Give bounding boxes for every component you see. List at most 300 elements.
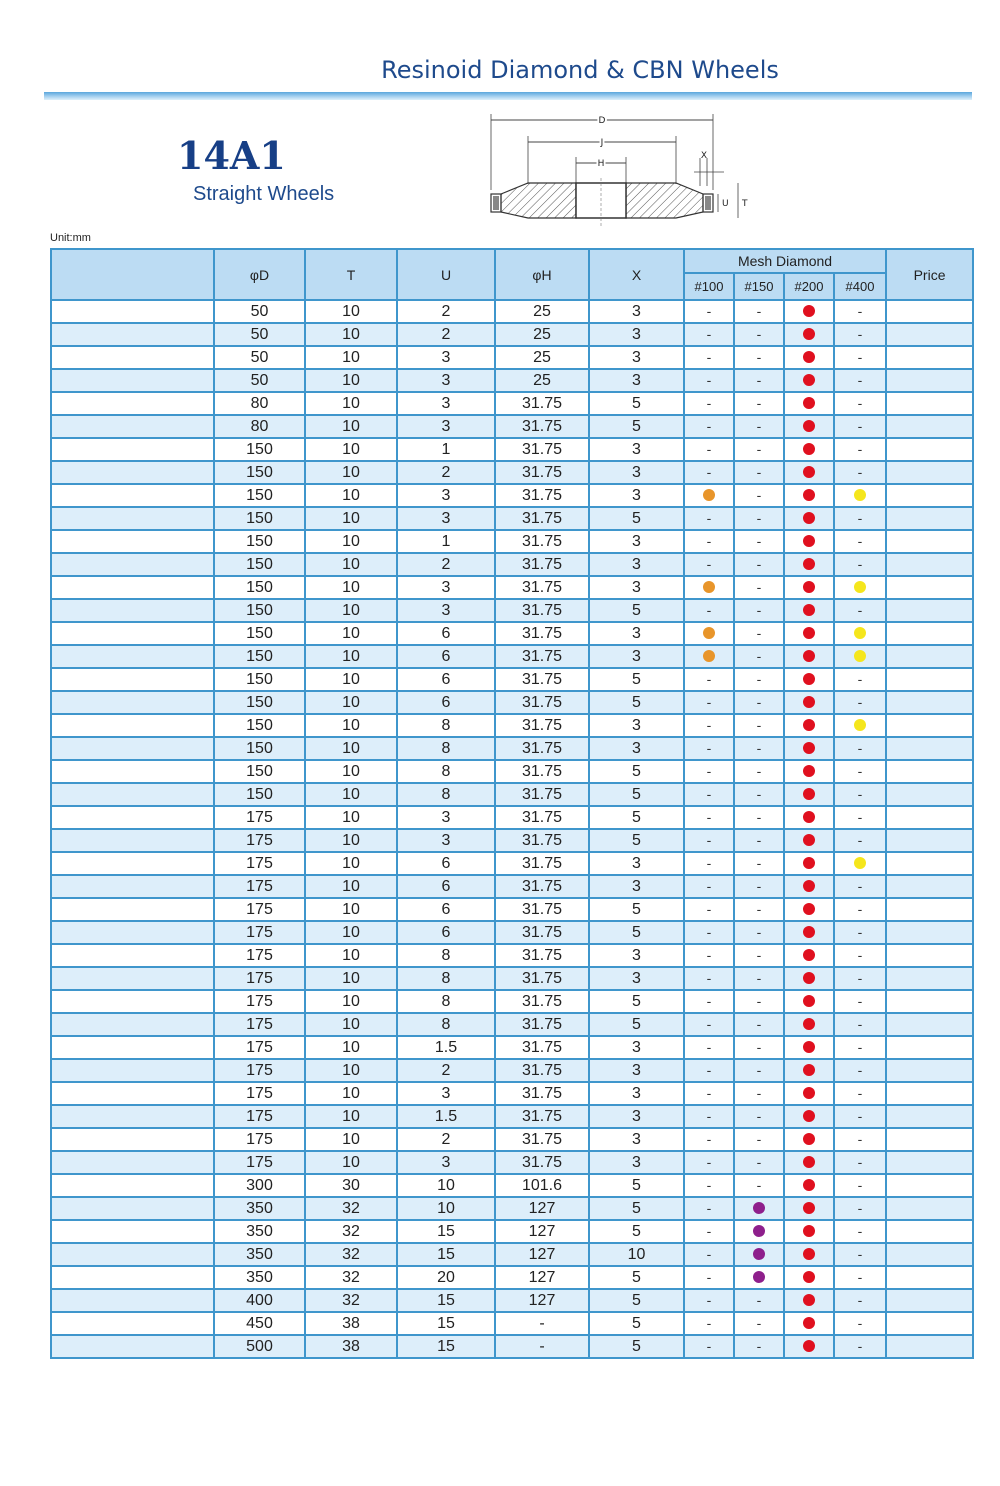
- table-row: [51, 944, 973, 967]
- header-d: φD: [214, 249, 305, 300]
- cell-d: 175: [214, 852, 305, 875]
- mesh-cell-available: [784, 1174, 834, 1197]
- cell-u: 3: [397, 806, 495, 829]
- mesh-cell-available: [784, 898, 834, 921]
- mesh-cell-empty: [734, 507, 784, 530]
- mesh-cell-available: [784, 1082, 834, 1105]
- dash-mark: -: [756, 303, 762, 319]
- cell-u: 2: [397, 1128, 495, 1151]
- availability-dot-icon: [803, 650, 815, 662]
- mesh-cell-empty: [684, 553, 734, 576]
- row-blank-cell: [51, 1082, 214, 1105]
- cell-u: 3: [397, 1082, 495, 1105]
- dash-mark: -: [706, 1177, 712, 1193]
- cell-price: [886, 829, 973, 852]
- table-row: [51, 599, 973, 622]
- header-h: φH: [495, 249, 589, 300]
- dash-mark: -: [857, 694, 863, 710]
- dash-mark: -: [756, 809, 762, 825]
- mesh-cell-empty: [684, 1266, 734, 1289]
- cell-x: 3: [589, 369, 684, 392]
- availability-dot-icon: [803, 1041, 815, 1053]
- cell-u: 8: [397, 990, 495, 1013]
- cell-t: 10: [305, 1082, 397, 1105]
- availability-dot-icon: [803, 1248, 815, 1260]
- dash-mark: -: [756, 970, 762, 986]
- mesh-cell-empty: [684, 1059, 734, 1082]
- mesh-cell-empty: [734, 806, 784, 829]
- mesh-cell-available: [784, 1059, 834, 1082]
- availability-dot-icon: [803, 926, 815, 938]
- cell-u: 6: [397, 645, 495, 668]
- mesh-cell-empty: [684, 1151, 734, 1174]
- mesh-cell-empty: [684, 714, 734, 737]
- cell-u: 3: [397, 507, 495, 530]
- cell-u: 6: [397, 921, 495, 944]
- cell-u: 2: [397, 553, 495, 576]
- cell-h: 31.75: [495, 530, 589, 553]
- cell-u: 8: [397, 1013, 495, 1036]
- cell-h: 31.75: [495, 760, 589, 783]
- table-row: [51, 553, 973, 576]
- cell-price: [886, 346, 973, 369]
- cell-u: 3: [397, 484, 495, 507]
- mesh-cell-empty: [734, 392, 784, 415]
- cell-d: 500: [214, 1335, 305, 1358]
- mesh-cell-empty: [834, 1335, 886, 1358]
- dash-mark: -: [857, 1269, 863, 1285]
- dash-mark: -: [756, 1039, 762, 1055]
- cell-u: 2: [397, 461, 495, 484]
- cell-d: 175: [214, 1013, 305, 1036]
- cell-h: 31.75: [495, 829, 589, 852]
- row-blank-cell: [51, 829, 214, 852]
- cell-d: 175: [214, 967, 305, 990]
- availability-dot-icon: [803, 305, 815, 317]
- cell-d: 175: [214, 1082, 305, 1105]
- mesh-cell-empty: [734, 944, 784, 967]
- availability-dot-icon: [803, 443, 815, 455]
- cell-h: 31.75: [495, 1036, 589, 1059]
- mesh-cell-empty: [734, 921, 784, 944]
- table-row: [51, 1151, 973, 1174]
- cell-x: 5: [589, 392, 684, 415]
- cell-d: 175: [214, 990, 305, 1013]
- cell-u: 10: [397, 1174, 495, 1197]
- mesh-cell-available: [784, 599, 834, 622]
- cell-h: 31.75: [495, 645, 589, 668]
- cell-t: 10: [305, 898, 397, 921]
- cell-u: 20: [397, 1266, 495, 1289]
- row-blank-cell: [51, 1128, 214, 1151]
- mesh-cell-empty: [834, 898, 886, 921]
- mesh-cell-empty: [734, 1289, 784, 1312]
- dash-mark: -: [756, 763, 762, 779]
- model-subtitle: Straight Wheels: [193, 183, 335, 205]
- dash-mark: -: [706, 372, 712, 388]
- cell-h: 31.75: [495, 1082, 589, 1105]
- cell-x: 5: [589, 415, 684, 438]
- dash-mark: -: [706, 1246, 712, 1262]
- table-row: [51, 415, 973, 438]
- table-row: [51, 622, 973, 645]
- cell-d: 175: [214, 944, 305, 967]
- mesh-cell-available: [784, 1335, 834, 1358]
- mesh-cell-empty: [734, 346, 784, 369]
- availability-dot-icon: [803, 673, 815, 685]
- cell-u: 8: [397, 760, 495, 783]
- cell-price: [886, 1174, 973, 1197]
- dash-mark: -: [857, 556, 863, 572]
- dash-mark: -: [857, 763, 863, 779]
- mesh-cell-empty: [834, 553, 886, 576]
- cell-h: 31.75: [495, 599, 589, 622]
- cell-d: 175: [214, 898, 305, 921]
- mesh-cell-empty: [834, 1059, 886, 1082]
- mesh-cell-empty: [734, 760, 784, 783]
- cell-x: 5: [589, 1197, 684, 1220]
- cell-h: 101.6: [495, 1174, 589, 1197]
- availability-dot-icon: [803, 811, 815, 823]
- row-blank-cell: [51, 1312, 214, 1335]
- table-row: [51, 921, 973, 944]
- header-t: T: [305, 249, 397, 300]
- mesh-cell-available: [784, 415, 834, 438]
- mesh-cell-empty: [684, 1220, 734, 1243]
- table-row: [51, 760, 973, 783]
- mesh-cell-empty: [834, 1289, 886, 1312]
- dash-mark: -: [706, 1085, 712, 1101]
- dash-mark: -: [857, 786, 863, 802]
- row-blank-cell: [51, 392, 214, 415]
- cell-h: 127: [495, 1289, 589, 1312]
- cell-x: 3: [589, 346, 684, 369]
- dash-mark: -: [857, 533, 863, 549]
- mesh-cell-empty: [684, 967, 734, 990]
- dash-mark: -: [857, 1200, 863, 1216]
- mesh-cell-empty: [684, 944, 734, 967]
- cell-d: 150: [214, 691, 305, 714]
- cell-u: 2: [397, 323, 495, 346]
- table-row: [51, 990, 973, 1013]
- availability-dot-icon: [753, 1225, 765, 1237]
- availability-dot-icon: [753, 1202, 765, 1214]
- dash-mark: -: [706, 947, 712, 963]
- dash-mark: -: [756, 579, 762, 595]
- table-row: [51, 438, 973, 461]
- mesh-cell-available: [784, 484, 834, 507]
- cell-t: 32: [305, 1289, 397, 1312]
- cell-price: [886, 392, 973, 415]
- dash-mark: -: [756, 1177, 762, 1193]
- cell-t: 10: [305, 599, 397, 622]
- mesh-cell-empty: [734, 300, 784, 323]
- availability-dot-icon: [803, 1202, 815, 1214]
- cell-t: 10: [305, 1151, 397, 1174]
- cell-h: 31.75: [495, 921, 589, 944]
- cell-u: 3: [397, 392, 495, 415]
- header-mesh-150: #150: [734, 273, 784, 300]
- table-row: [51, 875, 973, 898]
- row-blank-cell: [51, 691, 214, 714]
- cell-t: 10: [305, 691, 397, 714]
- mesh-cell-empty: [684, 461, 734, 484]
- row-blank-cell: [51, 1266, 214, 1289]
- mesh-cell-empty: [734, 645, 784, 668]
- availability-dot-icon: [854, 719, 866, 731]
- mesh-cell-empty: [684, 852, 734, 875]
- dash-mark: -: [756, 487, 762, 503]
- cell-d: 150: [214, 599, 305, 622]
- cell-h: 25: [495, 346, 589, 369]
- header-price: Price: [886, 249, 973, 300]
- availability-dot-icon: [803, 627, 815, 639]
- cell-x: 3: [589, 1128, 684, 1151]
- row-blank-cell: [51, 1105, 214, 1128]
- cell-h: 31.75: [495, 1013, 589, 1036]
- cell-d: 175: [214, 1128, 305, 1151]
- dash-mark: -: [857, 441, 863, 457]
- dash-mark: -: [857, 901, 863, 917]
- mesh-cell-empty: [734, 553, 784, 576]
- table-row: [51, 507, 973, 530]
- mesh-cell-empty: [684, 668, 734, 691]
- cell-price: [886, 323, 973, 346]
- dash-mark: -: [706, 901, 712, 917]
- mesh-cell-available: [784, 553, 834, 576]
- dash-mark: -: [756, 947, 762, 963]
- availability-dot-icon: [803, 351, 815, 363]
- cell-x: 5: [589, 507, 684, 530]
- mesh-cell-available: [834, 622, 886, 645]
- dash-mark: -: [706, 1292, 712, 1308]
- dash-mark: -: [857, 349, 863, 365]
- mesh-cell-available: [784, 990, 834, 1013]
- availability-dot-icon: [803, 742, 815, 754]
- cell-x: 3: [589, 576, 684, 599]
- dash-mark: -: [857, 1016, 863, 1032]
- mesh-cell-empty: [684, 806, 734, 829]
- cell-t: 10: [305, 530, 397, 553]
- cell-d: 150: [214, 668, 305, 691]
- cell-price: [886, 1128, 973, 1151]
- mesh-cell-available: [784, 806, 834, 829]
- dash-mark: -: [857, 1292, 863, 1308]
- dash-mark: -: [706, 809, 712, 825]
- cell-d: 150: [214, 553, 305, 576]
- mesh-cell-empty: [834, 1105, 886, 1128]
- mesh-cell-empty: [834, 1128, 886, 1151]
- availability-dot-icon: [803, 374, 815, 386]
- dash-mark: -: [706, 1016, 712, 1032]
- mesh-cell-available: [784, 967, 834, 990]
- cell-t: 10: [305, 1036, 397, 1059]
- availability-dot-icon: [854, 650, 866, 662]
- dash-mark: -: [756, 510, 762, 526]
- mesh-cell-empty: [684, 829, 734, 852]
- mesh-cell-empty: [834, 1174, 886, 1197]
- cell-price: [886, 1059, 973, 1082]
- row-blank-cell: [51, 714, 214, 737]
- cell-u: 3: [397, 369, 495, 392]
- dash-mark: -: [706, 970, 712, 986]
- mesh-cell-empty: [834, 944, 886, 967]
- cell-t: 10: [305, 760, 397, 783]
- dash-mark: -: [706, 1269, 712, 1285]
- cell-t: 10: [305, 438, 397, 461]
- cell-u: 8: [397, 944, 495, 967]
- mesh-cell-empty: [834, 783, 886, 806]
- row-blank-cell: [51, 323, 214, 346]
- cell-t: 10: [305, 323, 397, 346]
- mesh-cell-empty: [734, 461, 784, 484]
- table-row: [51, 967, 973, 990]
- mesh-cell-empty: [684, 1105, 734, 1128]
- cell-price: [886, 622, 973, 645]
- mesh-cell-empty: [834, 507, 886, 530]
- cell-x: 3: [589, 300, 684, 323]
- mesh-cell-empty: [834, 1013, 886, 1036]
- mesh-cell-available: [784, 1243, 834, 1266]
- dash-mark: -: [706, 533, 712, 549]
- dash-mark: -: [756, 855, 762, 871]
- cell-price: [886, 668, 973, 691]
- mesh-cell-empty: [684, 599, 734, 622]
- cell-t: 10: [305, 346, 397, 369]
- cell-h: 127: [495, 1243, 589, 1266]
- mesh-cell-empty: [684, 530, 734, 553]
- cell-u: 1: [397, 438, 495, 461]
- dash-mark: -: [756, 1292, 762, 1308]
- cell-t: 10: [305, 967, 397, 990]
- table-row: [51, 1013, 973, 1036]
- cell-price: [886, 1197, 973, 1220]
- mesh-cell-empty: [834, 921, 886, 944]
- mesh-cell-available: [784, 392, 834, 415]
- cell-d: 300: [214, 1174, 305, 1197]
- dash-mark: -: [706, 740, 712, 756]
- dash-mark: -: [706, 1062, 712, 1078]
- availability-dot-icon: [803, 1018, 815, 1030]
- cell-d: 150: [214, 714, 305, 737]
- row-blank-cell: [51, 944, 214, 967]
- cell-price: [886, 507, 973, 530]
- table-row: [51, 323, 973, 346]
- mesh-cell-empty: [684, 898, 734, 921]
- mesh-cell-available: [784, 1036, 834, 1059]
- cell-d: 175: [214, 1105, 305, 1128]
- cell-h: 31.75: [495, 783, 589, 806]
- cell-d: 150: [214, 438, 305, 461]
- cell-x: 3: [589, 1105, 684, 1128]
- cell-price: [886, 1266, 973, 1289]
- table-row: [51, 1036, 973, 1059]
- cell-u: 3: [397, 415, 495, 438]
- mesh-cell-empty: [734, 783, 784, 806]
- table-row: [51, 461, 973, 484]
- cell-price: [886, 576, 973, 599]
- dash-mark: -: [706, 717, 712, 733]
- dash-mark: -: [706, 395, 712, 411]
- table-row: [51, 1312, 973, 1335]
- table-row: [51, 783, 973, 806]
- availability-dot-icon: [803, 995, 815, 1007]
- cell-u: 1: [397, 530, 495, 553]
- dash-mark: -: [706, 671, 712, 687]
- table-row: [51, 898, 973, 921]
- cell-x: 3: [589, 737, 684, 760]
- dash-mark: -: [857, 671, 863, 687]
- header-u: U: [397, 249, 495, 300]
- mesh-cell-empty: [834, 1082, 886, 1105]
- dash-mark: -: [857, 395, 863, 411]
- cell-h: 31.75: [495, 714, 589, 737]
- cell-price: [886, 691, 973, 714]
- cell-t: 10: [305, 852, 397, 875]
- row-blank-cell: [51, 1151, 214, 1174]
- cell-h: 31.75: [495, 392, 589, 415]
- row-blank-cell: [51, 622, 214, 645]
- row-blank-cell: [51, 369, 214, 392]
- cell-u: 3: [397, 576, 495, 599]
- mesh-cell-available: [834, 576, 886, 599]
- cell-d: 50: [214, 323, 305, 346]
- mesh-cell-available: [784, 1128, 834, 1151]
- mesh-cell-available: [684, 645, 734, 668]
- cell-x: 5: [589, 1335, 684, 1358]
- cell-x: 5: [589, 1013, 684, 1036]
- availability-dot-icon: [803, 903, 815, 915]
- mesh-cell-empty: [684, 1335, 734, 1358]
- mesh-cell-empty: [834, 599, 886, 622]
- mesh-cell-available: [834, 645, 886, 668]
- dash-mark: -: [706, 303, 712, 319]
- mesh-cell-empty: [684, 323, 734, 346]
- mesh-cell-available: [784, 1105, 834, 1128]
- row-blank-cell: [51, 507, 214, 530]
- cell-u: 2: [397, 1059, 495, 1082]
- header-mesh-diamond: Mesh Diamond: [684, 249, 886, 273]
- dash-mark: -: [857, 1108, 863, 1124]
- row-blank-cell: [51, 415, 214, 438]
- mesh-cell-empty: [734, 1105, 784, 1128]
- cell-x: 5: [589, 783, 684, 806]
- dash-mark: -: [706, 326, 712, 342]
- mesh-cell-available: [784, 530, 834, 553]
- cell-d: 150: [214, 461, 305, 484]
- cell-h: 31.75: [495, 898, 589, 921]
- dash-mark: -: [857, 832, 863, 848]
- row-blank-cell: [51, 806, 214, 829]
- cell-t: 32: [305, 1197, 397, 1220]
- dash-mark: -: [706, 1131, 712, 1147]
- mesh-cell-empty: [684, 1289, 734, 1312]
- mesh-cell-empty: [684, 392, 734, 415]
- table-row: [51, 530, 973, 553]
- availability-dot-icon: [803, 857, 815, 869]
- cell-h: 31.75: [495, 438, 589, 461]
- availability-dot-icon: [803, 1087, 815, 1099]
- table-row: [51, 1197, 973, 1220]
- table-row: [51, 1128, 973, 1151]
- cell-d: 175: [214, 829, 305, 852]
- mesh-cell-available: [784, 507, 834, 530]
- availability-dot-icon: [803, 1271, 815, 1283]
- cell-price: [886, 1105, 973, 1128]
- dash-mark: -: [706, 1154, 712, 1170]
- dash-mark: -: [706, 786, 712, 802]
- row-blank-cell: [51, 1289, 214, 1312]
